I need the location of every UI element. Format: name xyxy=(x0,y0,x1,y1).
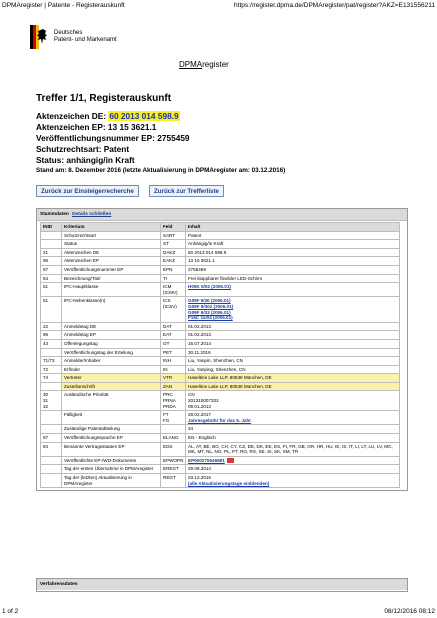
veroeffentlichungsnummer-ep: Veröffentlichungsnummer EP: 2755459 xyxy=(36,133,190,143)
feld-cell: EAKZ xyxy=(161,257,186,266)
inid-cell: 51 xyxy=(41,283,62,297)
inhalt-cell: 34 xyxy=(186,425,400,434)
feld-cell: PET xyxy=(161,348,186,357)
inid-cell: 71/73 xyxy=(41,357,62,366)
table-row xyxy=(41,240,400,249)
inhalt-cell: AL, AT, BE, BG, CH, CY, CZ, DE, DK, EE, ES, FI, FR, GB, GR, HR, HU, IE, IS, IT, LI, LT, LU, LV, MC, MK, MT, NL, NO, PL, PT, RO, RS, SE, SI, SK, SM, TR xyxy=(186,442,400,456)
inid-cell: 72 xyxy=(41,365,62,374)
verfahrensdaten-title: Verfahrensdaten xyxy=(37,579,407,590)
inid-cell: 84 xyxy=(41,442,62,456)
aktenzeichen-de-value: 60 2013 014 598.9 xyxy=(109,111,179,121)
brand-suffix: register xyxy=(202,60,229,69)
table-row xyxy=(41,339,400,348)
kriterium-cell: Tag der (letzten) Aktualisierung in DPMAregister xyxy=(62,474,161,488)
status: Status: anhängig/in Kraft xyxy=(36,155,135,165)
table-header-row xyxy=(41,223,400,232)
kriterium-cell: Offenlegungstag xyxy=(62,339,161,348)
table-row xyxy=(41,248,400,257)
column-header: Feld xyxy=(161,223,186,232)
stammdaten-table xyxy=(40,222,400,488)
brand-prefix: DPMA xyxy=(179,60,203,69)
kriterium-cell: Veröffentlichungssprache EP xyxy=(62,434,161,443)
verfahrensdaten-panel xyxy=(36,578,408,592)
inhalt-cell: 01.02.2013 xyxy=(186,331,400,340)
inid-cell: 96 xyxy=(41,257,62,266)
inhalt-cell: Patent xyxy=(186,231,400,240)
back-to-search-button[interactable]: Zurück zur Einsteigerrecherche xyxy=(36,185,139,197)
inid-cell xyxy=(41,456,62,465)
details-close-link[interactable]: Details schließen xyxy=(72,212,112,217)
table-row xyxy=(41,265,400,274)
table-row xyxy=(41,357,400,366)
kriterium-cell: Bezeichnung/Titel xyxy=(62,274,161,283)
page-title: Treffer 1/1, Registerauskunft xyxy=(36,93,172,104)
inhalt-cell: Liu, Yanpin, Shenzhen, CN xyxy=(186,357,400,366)
feld-cell: SART xyxy=(161,231,186,240)
inid-cell: 22 xyxy=(41,322,62,331)
aktenzeichen-de-label: Aktenzeichen DE: xyxy=(36,111,107,121)
kriterium-cell: IPC-Hauptklasse xyxy=(62,283,161,297)
table-row xyxy=(41,274,400,283)
stammdaten-header xyxy=(37,209,407,221)
print-page-number: 1 of 2 xyxy=(2,608,19,615)
feld-cell: IN xyxy=(161,365,186,374)
kriterium-cell: Aktenzeichen EP xyxy=(62,257,161,266)
inhalt-cell: 29.08.2014 xyxy=(186,465,400,474)
inhalt-cell xyxy=(186,297,400,322)
feld-cell: TI xyxy=(161,274,186,283)
table-row xyxy=(41,231,400,240)
print-datetime: 08/12/2016 08:12 xyxy=(384,608,435,615)
feld-cell: EPWOPN xyxy=(161,456,186,465)
kriterium-cell: Ausländische Priorität xyxy=(62,391,161,411)
pdf-icon[interactable] xyxy=(227,458,234,463)
kriterium-cell: Status xyxy=(62,240,161,249)
kriterium-cell: Zuständige Patentabteilung xyxy=(62,425,161,434)
inhalt-cell: 03.12.2016 (alle Aktualisierungstage einblenden) xyxy=(186,474,400,488)
print-header-url: https://register.dpma.de/DPMAregister/pat/register?AKZ=E131556211 xyxy=(234,2,435,9)
inid-cell: 97 xyxy=(41,265,62,274)
inhalt-cell: 16.07.2014 xyxy=(186,339,400,348)
kriterium-cell: Benannte Vertragsstaaten EP xyxy=(62,442,161,456)
table-row xyxy=(41,297,400,322)
feld-cell: EPN xyxy=(161,265,186,274)
feld-cell: EAT xyxy=(161,331,186,340)
kriterium-cell: Anmelder/Inhaber xyxy=(62,357,161,366)
inid-cell xyxy=(41,465,62,474)
kriterium-cell: Fälligkeit xyxy=(62,411,161,425)
logo-line-1: Deutsches xyxy=(54,30,83,36)
federal-eagle-icon xyxy=(30,25,48,49)
column-header: Inhalt xyxy=(186,223,400,232)
table-row xyxy=(41,374,400,383)
inhalt-cell: 30.11.2016 xyxy=(186,348,400,357)
feld-cell: ELANG xyxy=(161,434,186,443)
kriterium-cell: Zustellanschrift xyxy=(62,382,161,391)
aktenzeichen-de xyxy=(36,111,190,122)
print-header xyxy=(0,0,437,10)
feld-cell: ST xyxy=(161,240,186,249)
key-facts xyxy=(36,111,190,166)
inid-cell xyxy=(41,382,62,391)
kriterium-cell: Aktenzeichen DE xyxy=(62,248,161,257)
inid-cell: 43 xyxy=(41,339,62,348)
inid-cell xyxy=(41,474,62,488)
feld-cell: EREGT xyxy=(161,465,186,474)
feld-cell: INH xyxy=(161,357,186,366)
table-row xyxy=(41,283,400,297)
inhalt-cell: Liu, Yanping, Shenzhen, CN xyxy=(186,365,400,374)
inhalt-cell: Frei klappbarer flexibler LED-Schirm xyxy=(186,274,400,283)
print-footer xyxy=(0,606,437,616)
feld-cell: EDS xyxy=(161,442,186,456)
table-row xyxy=(41,474,400,488)
inhalt-cell: 60 2013 014 598.9 xyxy=(186,248,400,257)
feld-cell: ICS (ICSV) xyxy=(161,297,186,322)
kriterium-cell: Veröffentlichungsnummer EP xyxy=(62,265,161,274)
stand-date: Stand am: 8. Dezember 2016 (letzte Aktualisierung in DPMAregister am: 03.12.2016) xyxy=(36,167,286,174)
table-row xyxy=(41,442,400,456)
kriterium-cell: Schutzrechtsart xyxy=(62,231,161,240)
inid-cell: 54 xyxy=(41,274,62,283)
inid-cell: 30 31 32 xyxy=(41,391,62,411)
table-row xyxy=(41,425,400,434)
column-header: Kriterium xyxy=(62,223,161,232)
table-row xyxy=(41,348,400,357)
inid-cell: 51 xyxy=(41,297,62,322)
table-row xyxy=(41,456,400,465)
table-row xyxy=(41,365,400,374)
inid-cell xyxy=(41,411,62,425)
feld-cell: FT FG xyxy=(161,411,186,425)
table-row xyxy=(41,465,400,474)
table-row xyxy=(41,411,400,425)
table-row xyxy=(41,322,400,331)
stammdaten-title: Stammdaten xyxy=(40,212,69,217)
table-row xyxy=(41,382,400,391)
schutzrechtsart: Schutzrechtsart: Patent xyxy=(36,144,130,154)
table-row xyxy=(41,331,400,340)
inid-cell xyxy=(41,231,62,240)
inid-cell: 21 xyxy=(41,248,62,257)
feld-cell: DAT xyxy=(161,322,186,331)
feld-cell: OT xyxy=(161,339,186,348)
table-row xyxy=(41,434,400,443)
feld-cell: ICM (ICMV) xyxy=(161,283,186,297)
inhalt-cell: 2755459 xyxy=(186,265,400,274)
aktenzeichen-ep: Aktenzeichen EP: 13 15 3621.1 xyxy=(36,122,157,132)
inhalt-cell: Anhängig/in Kraft xyxy=(186,240,400,249)
inhalt-cell xyxy=(186,283,400,297)
classification-link[interactable]: G09F 9/30 (2006.01) G09F 9/302 (2006.01) G09F 9/33 (2006.01) F16C 11/04 (2006.01) xyxy=(188,298,234,321)
inhalt-cell xyxy=(186,456,400,465)
classification-link[interactable]: H05K 5/02 (2006.01) xyxy=(188,284,231,290)
logo-line-2: Patent- und Markenamt xyxy=(54,37,117,43)
kriterium-cell: Veröffentlichte EP-/WO-Dokumente xyxy=(62,456,161,465)
feld-cell: REGT xyxy=(161,474,186,488)
classification-link[interactable]: EP000275545981 xyxy=(188,457,225,463)
table-row xyxy=(41,257,400,266)
kriterium-cell: Anmeldetag DE xyxy=(62,322,161,331)
inid-cell: 97 xyxy=(41,434,62,443)
inhalt-cell: 01.02.2013 xyxy=(186,322,400,331)
inhalt-cell: EN - Englisch xyxy=(186,434,400,443)
kriterium-cell: Veröffentlichungstag der Erteilung xyxy=(62,348,161,357)
inhalt-cell: 13 15 3621.1 xyxy=(186,257,400,266)
table-row xyxy=(41,391,400,411)
kriterium-cell: IPC-Nebenklasse(n) xyxy=(62,297,161,322)
print-header-title: DPMAregister | Patente - Registerauskunft xyxy=(2,2,125,9)
inhalt-cell: Haseltine Lake LLP, 80538 München, DE xyxy=(186,382,400,391)
inhalt-cell: CN 201310007332 09.01.2013 xyxy=(186,391,400,411)
kriterium-cell: Tag der ersten Übernahme in DPMAregister xyxy=(62,465,161,474)
inhalt-cell: Haseltine Lake LLP, 80538 München, DE xyxy=(186,374,400,383)
feld-cell: VTR xyxy=(161,374,186,383)
inid-cell: 74 xyxy=(41,374,62,383)
inid-cell: 96 xyxy=(41,331,62,340)
feld-cell xyxy=(161,425,186,434)
fee-link[interactable]: Jahresgebühr für das 5. Jahr xyxy=(188,417,252,423)
inid-cell xyxy=(41,348,62,357)
inid-cell xyxy=(41,425,62,434)
inid-cell xyxy=(41,240,62,249)
dpmaregister-brand[interactable] xyxy=(179,60,229,69)
show-all-updates-link[interactable]: (alle Aktualisierungstage einblenden) xyxy=(188,480,270,486)
back-to-results-button[interactable]: Zurück zur Trefferliste xyxy=(149,185,224,197)
stammdaten-panel xyxy=(36,208,408,491)
feld-cell: ZAN xyxy=(161,382,186,391)
kriterium-cell: Erfinder xyxy=(62,365,161,374)
column-header: INID xyxy=(41,223,62,232)
feld-cell: PRC PRNA PRDA xyxy=(161,391,186,411)
inhalt-cell: 28.02.2017 Jahresgebühr für das 5. Jahr xyxy=(186,411,400,425)
kriterium-cell: Anmeldetag EP xyxy=(62,331,161,340)
dpma-logo xyxy=(30,25,120,53)
kriterium-cell: Vertreter xyxy=(62,374,161,383)
feld-cell: DAKZ xyxy=(161,248,186,257)
